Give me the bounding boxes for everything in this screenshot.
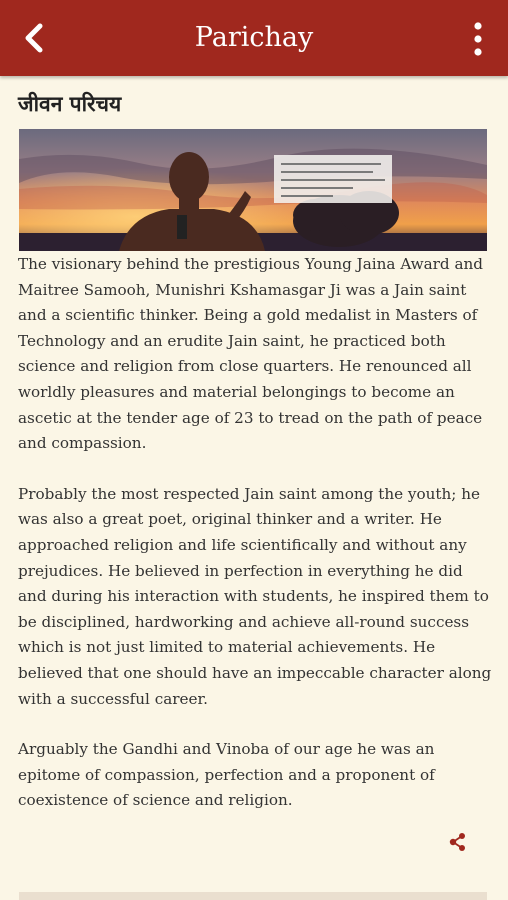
share-button[interactable] bbox=[447, 831, 469, 853]
paragraph-2: Probably the most respected Jain saint among the youth; he was also a great poet, original thinker and a writer. He approached religion and life scientifically and without any prejudices. He believed in perfection in everything he did and during his interaction with students, he inspired them to be disciplined, hardworking and achieve all-round success which is not just limited to material achievements. He believed that one should have an impeccable character along with a successful career. bbox=[18, 484, 492, 708]
page-title: Parichay bbox=[194, 22, 314, 53]
share-icon bbox=[447, 831, 469, 853]
paragraph-1: The visionary behind the prestigious Young Jaina Award and Maitree Samooh, Munishri Kshamasgar Ji was a Jain saint and a scientific thinker. Being a gold medalist in Masters of Technology and an erudite Jain saint, he practiced both science and religion from close quarters. He renounced all worldly pleasures and material belongings to become an ascetic at the tender age of 23 to tread on the path of peace and compassion. bbox=[18, 255, 484, 453]
app-bar bbox=[0, 0, 508, 76]
banner-image bbox=[19, 129, 487, 251]
biography-text bbox=[18, 252, 492, 839]
paragraph-3: Arguably the Gandhi and Vinoba of our age he was an epitome of compassion, perfection and a proponent of coexistence of science and religion. bbox=[18, 740, 435, 810]
section-heading: जीवन परिचय bbox=[18, 92, 122, 116]
content-area bbox=[0, 76, 508, 900]
overflow-menu-button[interactable] bbox=[470, 20, 486, 58]
bottom-divider bbox=[19, 892, 487, 900]
more-vertical-icon bbox=[470, 20, 486, 58]
